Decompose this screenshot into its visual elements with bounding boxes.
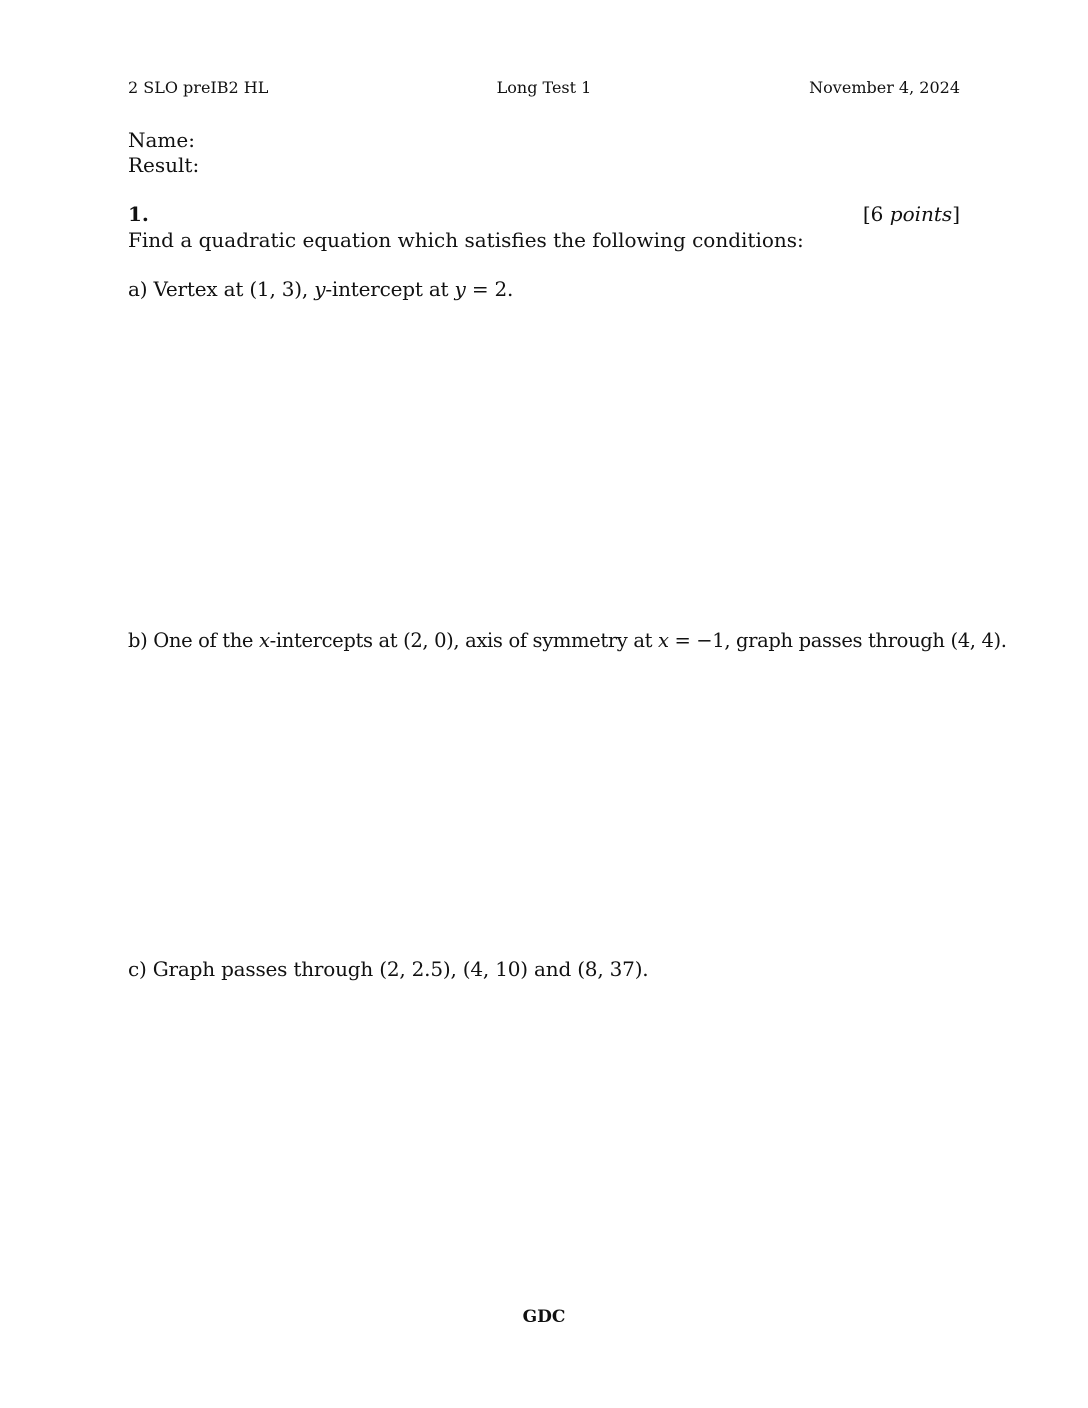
part-c-text-1: c) Graph passes through (2, 2.5), (4, 10) and (8, 37). [128, 957, 649, 981]
test-title: Long Test 1 [496, 78, 592, 97]
part-b-text-1: b) One of the [128, 629, 259, 652]
question-prompt: Find a quadratic equation which satisfies the following conditions: [128, 228, 804, 252]
part-a-text-1: a) Vertex at (1, 3), [128, 277, 315, 301]
part-a [128, 277, 513, 301]
part-b-var-x: x [258, 629, 270, 652]
question-points [863, 202, 960, 226]
page-header [128, 78, 960, 100]
result-label: Result: [128, 153, 200, 177]
part-b [128, 629, 1007, 652]
points-word: points [889, 202, 953, 226]
part-c [128, 957, 648, 981]
part-b-text-2: -intercepts at (2, 0), axis of symmetry at [269, 629, 658, 652]
part-a-text-3: = 2. [465, 277, 514, 301]
points-close: ] [952, 202, 960, 226]
part-a-var-y2: y [454, 277, 466, 301]
name-label: Name: [128, 128, 195, 152]
class-label: 2 SLO preIB2 HL [128, 78, 269, 97]
footer-gdc-label: GDC [522, 1307, 566, 1327]
test-date: November 4, 2024 [809, 78, 960, 97]
part-a-var-y: y [314, 277, 326, 301]
points-open: [6 [862, 202, 890, 226]
part-a-text-2: -intercept at [325, 277, 455, 301]
question-number: 1. [128, 202, 149, 226]
part-b-text-3: = −1, graph passes through (4, 4). [668, 629, 1007, 652]
part-b-var-x2: x [657, 629, 669, 652]
